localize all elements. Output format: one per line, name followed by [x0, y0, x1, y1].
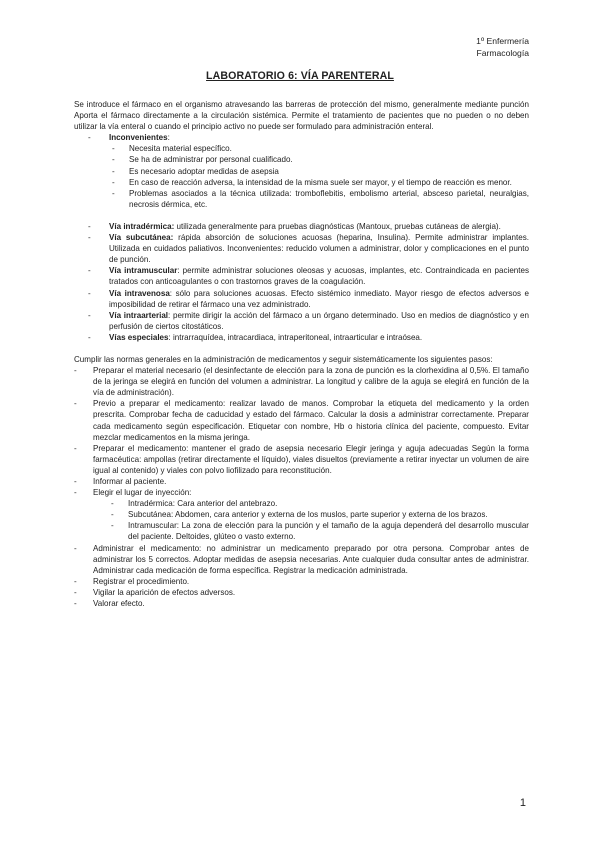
list-item-lugar-inyeccion: - Elegir el lugar de inyección: - Intradérmica: Cara anterior del antebrazo. - Subcutánea: Abdomen, cara anterior y externa de los muslos, parte superior y externa de los brazos. - Intramuscular: La zona de elección para la punción y el tamaño de la aguja dependerá del desarrollo muscular del paciente. Deltoides, glúteo o vasto externo. — [74, 487, 529, 542]
page-number: 1 — [519, 797, 526, 809]
list-item: - Valorar efecto. — [74, 598, 529, 609]
page-title: LABORATORIO 6: VÍA PARENTERAL — [206, 70, 394, 82]
lugares-sublist — [93, 498, 529, 542]
list-item-inconvenientes: - Inconvenientes: - Necesita material específico. - Se ha de administrar por personal cualificado. - Es necesario adoptar medidas de asepsia - En caso de reacción adversa, la intensidad de la misma suele ser mayor, y el tiempo de reacción es menor. - Problemas asociados a la técnica utilizada: tromboflebitis, embolismo arterial, absceso parietal, neuralgias, necrosis dérmica, etc. — [74, 132, 529, 221]
list-item-via-intramuscular: - Vía intramuscular: permite administrar soluciones oleosas y acuosas, implantes, etc. Contraindicada en pacientes tratados con anticoagulantes o con trastornos graves de la coagulación. — [74, 265, 529, 287]
list-item: - Intramuscular: La zona de elección para la punción y el tamaño de la aguja dependerá del desarrollo muscular del paciente. Deltoides, glúteo o vasto externo. — [108, 520, 529, 542]
list-item: - Registrar el procedimiento. — [74, 576, 529, 587]
list-item: - Se ha de administrar por personal cualificado. — [109, 154, 529, 165]
list-item-via-intravenosa: - Vía intravenosa: sólo para soluciones acuosas. Efecto sistémico inmediato. Mayor riesgo de efectos adversos e imposibilidad de retirar el fármaco una vez administrado. — [74, 288, 529, 310]
pasos-list — [74, 365, 529, 609]
list-item: - En caso de reacción adversa, la intensidad de la misma suele ser mayor, y el tiempo de reacción es menor. — [109, 177, 529, 188]
list-item: - Administrar el medicamento: no administrar un medicamento preparado por otra persona. Comprobar antes de administrar los 5 correctos. Adoptar medidas de asepsia necesarias. Ante cualquier duda consultar antes de administrar. Administrar cada medicación de forma específica. Registrar la medicación administrada. — [74, 543, 529, 576]
list-item: - Previo a preparar el medicamento: realizar lavado de manos. Comprobar la etiqueta del medicamento y la orden prescrita. Comprobar fecha de caducidad y estado del fármaco. Calcular la dosis a administrar correctamente. Preparar cada medicamento según especificación. Etiquetar con nombre, Hb o historia clínica del paciente, compuesto. Evitar mezclar medicamentos en la misma jeringa. — [74, 398, 529, 442]
list-item-via-intradermica: - Vía intradérmica: utilizada generalmente para pruebas diagnósticas (Mantoux, pruebas cutáneas de alergia). — [74, 221, 529, 232]
page-header — [476, 35, 529, 59]
document-body — [74, 99, 529, 609]
header-subject: Farmacología — [476, 48, 529, 58]
header-course: 1º Enfermería — [476, 36, 529, 46]
inconvenientes-sublist — [109, 143, 529, 210]
list-item-vias-especiales: - Vías especiales: intrarraquídea, intracardiaca, intraperitoneal, intraarticular e intraósea. — [74, 332, 529, 343]
list-item: - Preparar el material necesario (el desinfectante de elección para la zona de punción es la clorhexidina al 0,5%. El tamaño de la jeringa se elegirá en función del volumen a administrar. La longitud y calibre de la aguja se elegirá en función de la vía de administración). — [74, 365, 529, 398]
list-item: - Intradérmica: Cara anterior del antebrazo. — [108, 498, 529, 509]
list-item-via-subcutanea: - Vía subcutánea: rápida absorción de soluciones acuosas (heparina, Insulina). Permite administrar implantes. Utilizada en cuidados paliativos. Inconvenientes: reducido volumen a administrar, dolor y complicaciones en el punto de punción. — [74, 232, 529, 265]
list-item: - Es necesario adoptar medidas de asepsia — [109, 166, 529, 177]
inconvenientes-label: Inconvenientes — [109, 133, 168, 143]
intro-paragraph: Se introduce el fármaco en el organismo atravesando las barreras de protección del mismo, generalmente mediante punción Aporta el fármaco directamente a la circulación sistémica. Permite el tratamiento de pacientes que no pueden o no deben utilizar la vía enteral o cuando el principio activo no puede ser formulado para administración enteral. — [74, 100, 529, 132]
list-item: - Preparar el medicamento: mantener el grado de asepsia necesario Elegir jeringa y aguja adecuadas Según la forma farmacéutica: ampollas (retirar directamente el líquido), viales disueltos (previamente a retirar inyectar un volumen de aire igual al contenido) y viales con polvo liofilizado para reconstitución. — [74, 443, 529, 476]
list-item-via-intraarterial: - Vía intraarterial: permite dirigir la acción del fármaco a un órgano determinado. Uso en medios de diagnóstico y en perfusión de ciertos citostáticos. — [74, 310, 529, 332]
vias-list — [74, 132, 529, 343]
list-item: - Subcutánea: Abdomen, cara anterior y externa de los muslos, parte superior y externa de los brazos. — [108, 509, 529, 520]
normas-paragraph: Cumplir las normas generales en la administración de medicamentos y seguir sistemáticamente los siguientes pasos: — [74, 354, 493, 364]
list-item: - Problemas asociados a la técnica utilizada: tromboflebitis, embolismo arterial, absceso parietal, neuralgias, necrosis dérmica, etc. — [109, 188, 529, 210]
list-item: - Necesita material específico. — [109, 143, 529, 154]
list-item: - Vigilar la aparición de efectos adversos. — [74, 587, 529, 598]
list-item: - Informar al paciente. — [74, 476, 529, 487]
